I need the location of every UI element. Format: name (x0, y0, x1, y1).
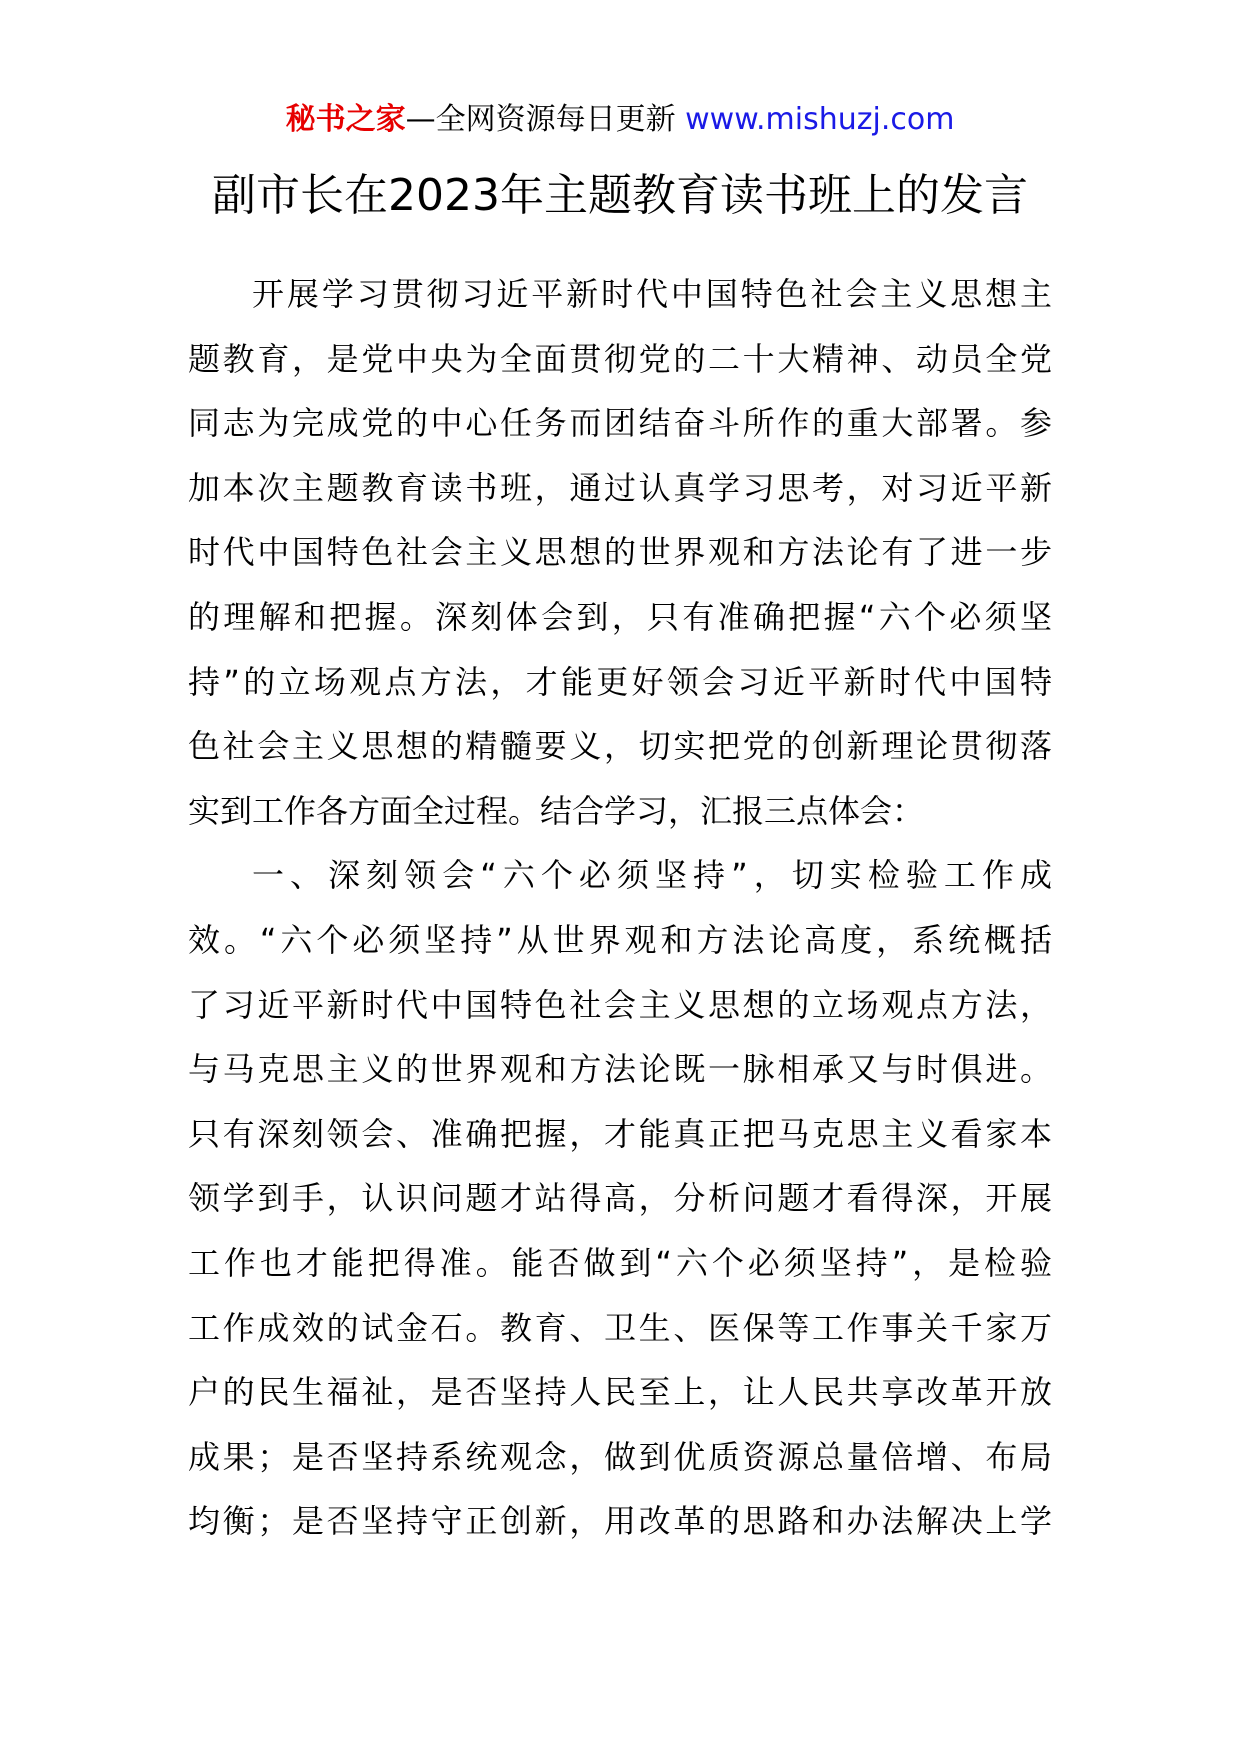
paragraph-intro (188, 262, 1052, 843)
section-heading-line: 一、深刻领会“六个必须坚持”，切实检验工作成 (252, 856, 1052, 895)
document-title: 副市长在2023年主题教育读书班上的发言 (212, 170, 1028, 221)
text-line: 效。“六个必须坚持”从世界观和方法论高度，系统概括 (188, 920, 1052, 959)
text-line: 了习近平新时代中国特色社会主义思想的立场观点方法， (188, 985, 1052, 1024)
document-body (188, 262, 1052, 1554)
header-tagline: —全网资源每日更新 (405, 102, 676, 137)
site-url[interactable]: www.mishuzj.com (685, 102, 955, 137)
text-line: 工作也才能把得准。能否做到“六个必须坚持”，是检验 (188, 1243, 1052, 1282)
text-line: 只有深刻领会、准确把握，才能真正把马克思主义看家本 (188, 1114, 1052, 1153)
text-line: 户的民生福祉，是否坚持人民至上，让人民共享改革开放 (188, 1373, 1052, 1412)
brand-name: 秘书之家 (285, 102, 406, 137)
text-line: 领学到手，认识问题才站得高，分析问题才看得深，开展 (188, 1179, 1052, 1218)
text-line: 实到工作各方面全过程。结合学习，汇报三点体会： (188, 791, 925, 830)
text-line: 持”的立场观点方法，才能更好领会习近平新时代中国特 (188, 662, 1052, 701)
text-line: 同志为完成党的中心任务而团结奋斗所作的重大部署。参 (188, 404, 1052, 443)
text-line: 均衡；是否坚持守正创新，用改革的思路和办法解决上学 (188, 1502, 1052, 1541)
text-line: 题教育，是党中央为全面贯彻党的二十大精神、动员全党 (188, 339, 1052, 378)
text-line: 色社会主义思想的精髓要义，切实把党的创新理论贯彻落 (188, 727, 1052, 766)
paragraph-section-one (188, 843, 1052, 1554)
text-line: 成果；是否坚持系统观念，做到优质资源总量倍增、布局 (188, 1437, 1052, 1476)
text-line: 的理解和把握。深刻体会到，只有准确把握“六个必须坚 (188, 597, 1052, 636)
text-line: 时代中国特色社会主义思想的世界观和方法论有了进一步 (188, 533, 1052, 572)
text-line: 开展学习贯彻习近平新时代中国特色社会主义思想主 (252, 275, 1052, 313)
text-line: 工作成效的试金石。教育、卫生、医保等工作事关千家万 (188, 1308, 1052, 1347)
text-line: 与马克思主义的世界观和方法论既一脉相承又与时俱进。 (188, 1050, 1052, 1089)
site-header (0, 100, 1240, 140)
text-line: 加本次主题教育读书班，通过认真学习思考，对习近平新 (188, 468, 1052, 507)
